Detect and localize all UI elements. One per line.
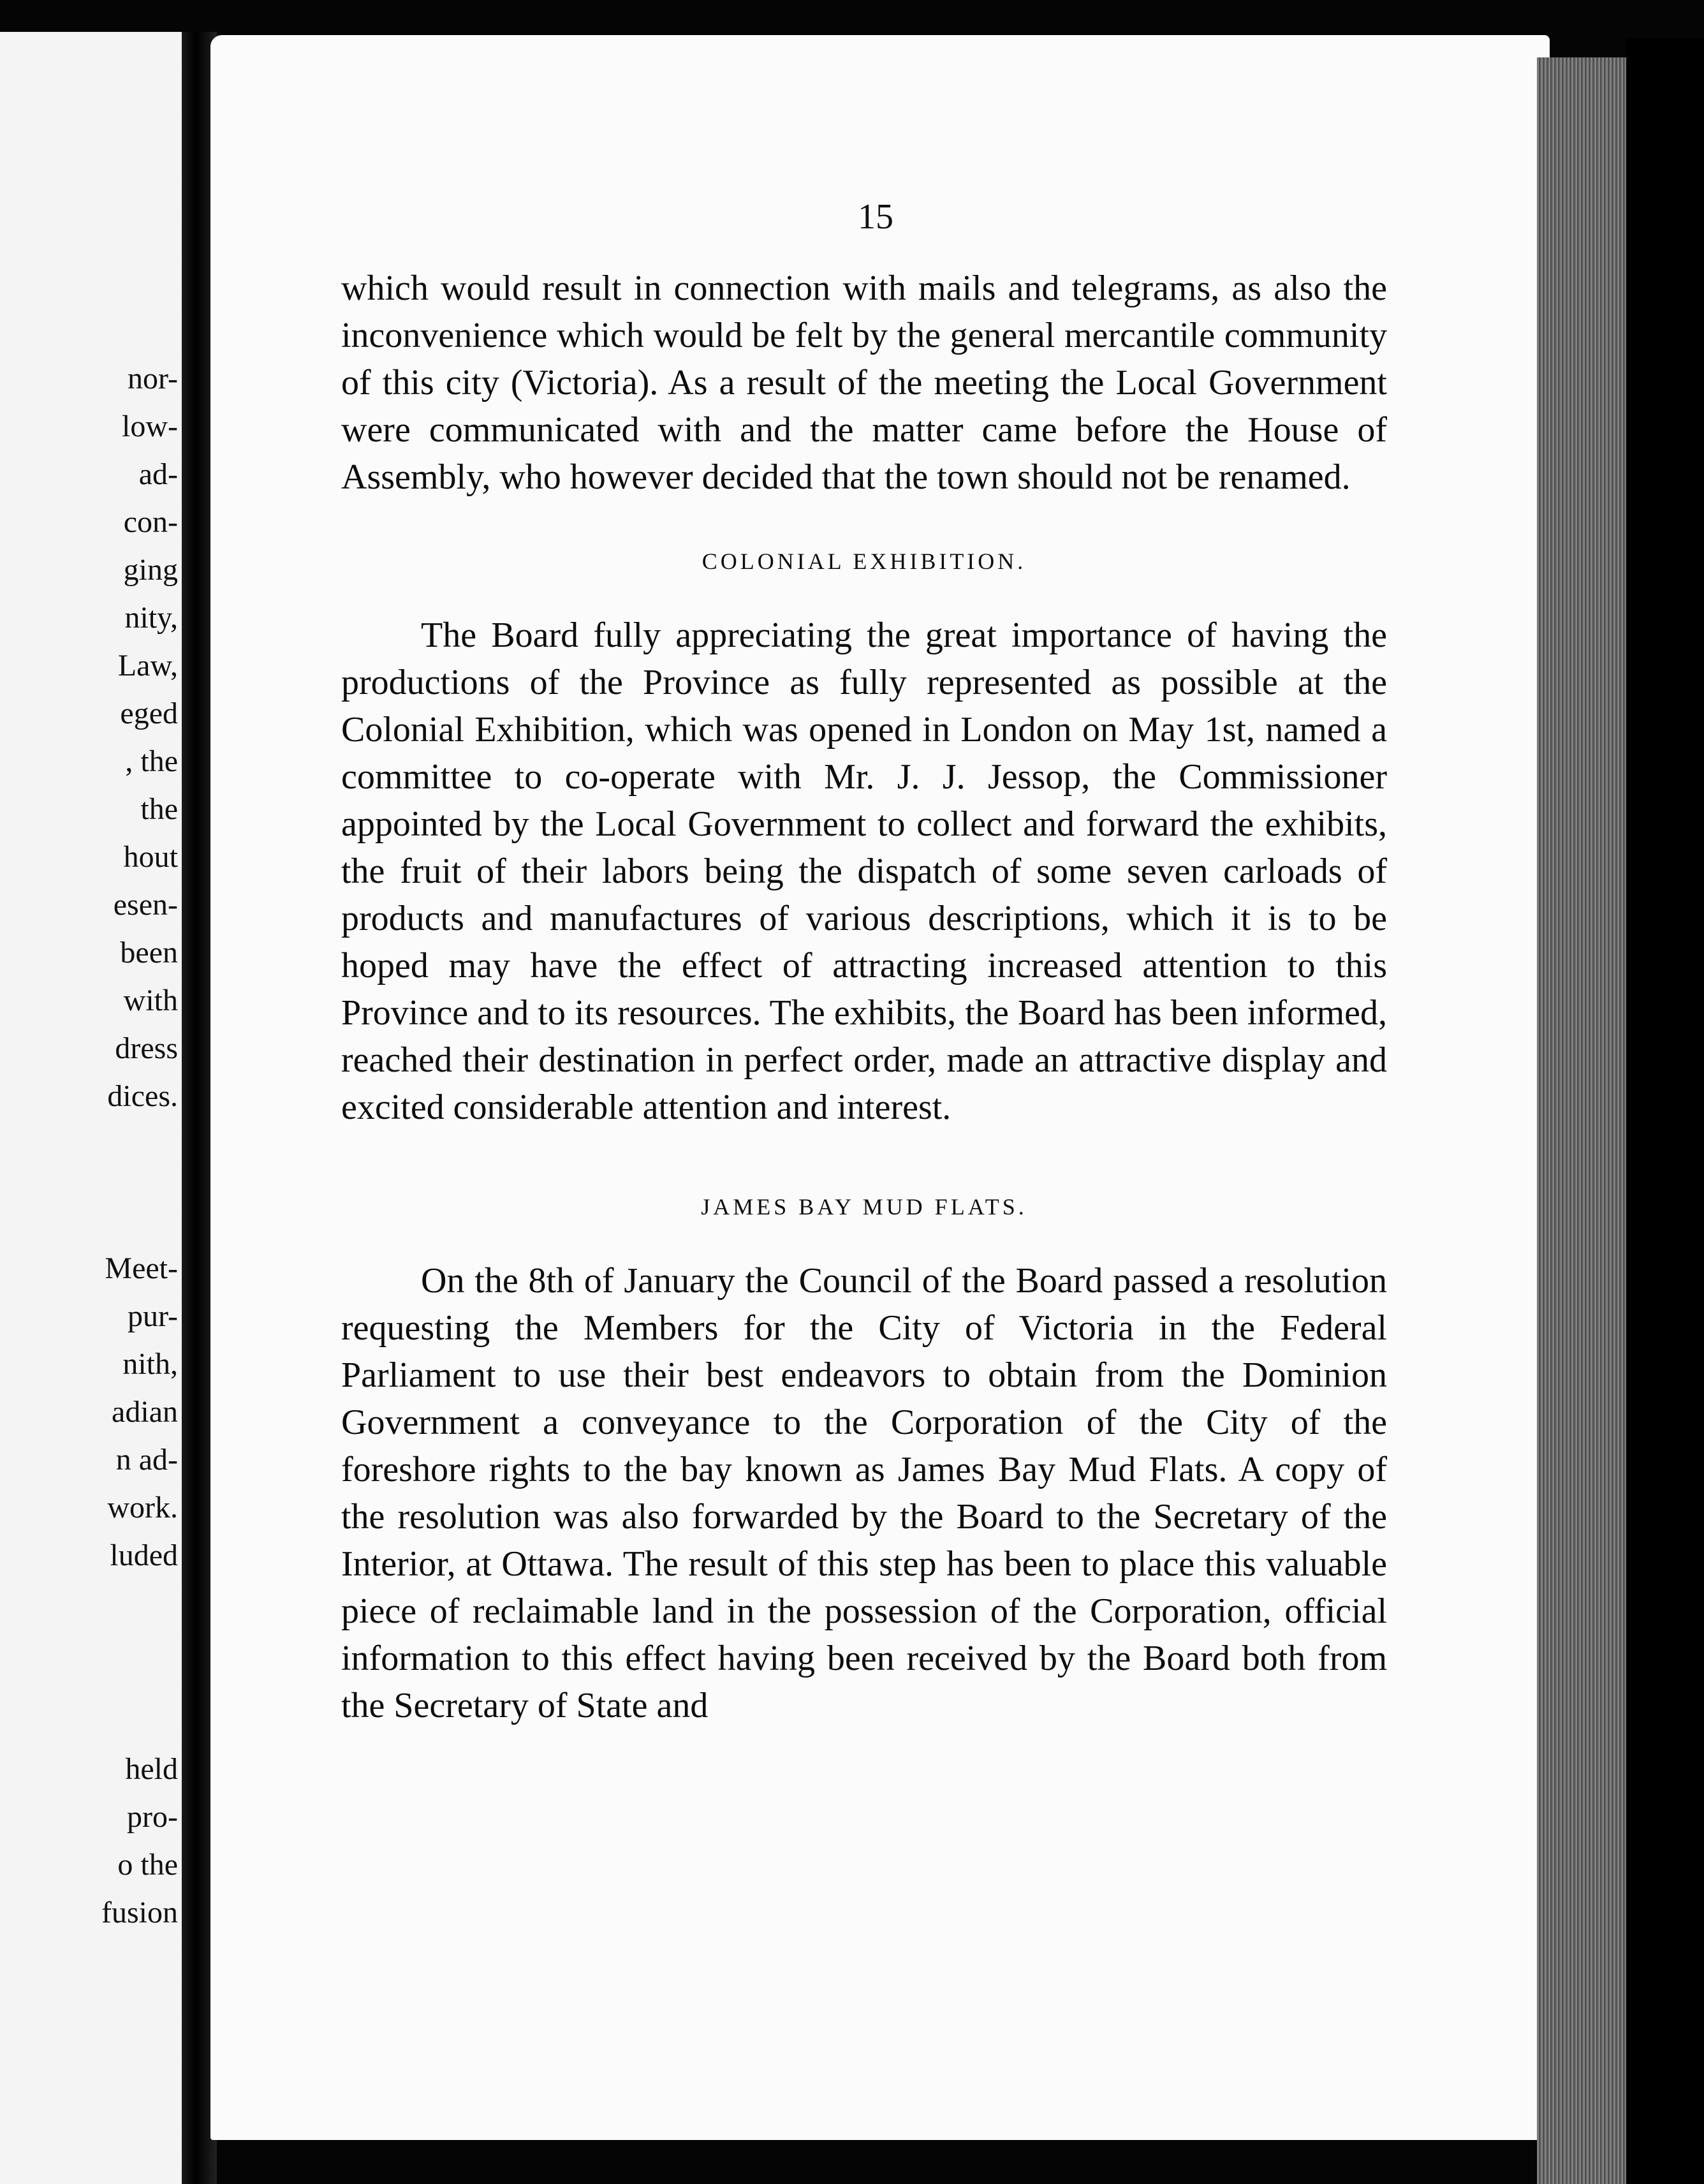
fragment-line: low- xyxy=(122,410,178,443)
fragment-line: held xyxy=(125,1752,178,1786)
fragment-line: dices. xyxy=(107,1079,178,1113)
facing-page-left xyxy=(0,32,182,2184)
fragment-line: Law, xyxy=(117,649,178,682)
fragment-line: nor- xyxy=(127,362,178,395)
fragment-line: Meet- xyxy=(105,1251,178,1285)
paragraph-colonial-exhibition: The Board fully appreciating the great importance of having the productions of the Province as fully represented as possible at the Colonial Exhibition, which was opened in London on May 1st, named a committee to co-operate with Mr. J. J. Jessop, the Commissioner appointed by the Local Government to collect and forward the exhibits, the fruit of their labors being the dispatch of some seven carloads of products and manufactures of various descriptions, which it is to be hoped may have the effect of attracting increased attention to this Province and to its resources. The exhibits, the Board has been informed, reached their destination in perfect order, made an attractive display and excited considerable attention and interest. xyxy=(341,616,1387,1127)
fragment-line: been xyxy=(120,936,178,970)
fragment-line: n ad- xyxy=(115,1443,178,1477)
fragment-line: luded xyxy=(110,1538,178,1572)
fragment-line: hout xyxy=(123,840,178,874)
paragraph-james-bay: On the 8th of January the Council of the Board passed a resolution requesting the Members for the City of Victoria in the Federal Parliament to use their best endeavors to obtain from the Dominion Government a conveyance to the Corporation of the City of the foreshore rights to the bay known as James Bay Mud Flats. A copy of the resolution was also forwarded by the Board to the Secretary of the Interior, at Ottawa. The result of this step has been to place this valuable piece of reclaimable land in the possession of the Corporation, official information to this effect having been received by the Board both from the Secretary of State and xyxy=(341,1261,1387,1725)
fragment-line: nith, xyxy=(122,1347,178,1381)
fragment-line: adian xyxy=(112,1395,178,1429)
fragment-line: o the xyxy=(117,1848,178,1882)
fragment-line: the xyxy=(140,792,178,826)
facing-page-text-fragments xyxy=(0,32,182,2184)
fragment-line: with xyxy=(123,984,178,1017)
page-edge-stack xyxy=(1537,57,1626,2184)
fragment-line: eged xyxy=(120,697,178,730)
fragment-line: nity, xyxy=(124,601,178,635)
section-heading-james-bay: JAMES BAY MUD FLATS. xyxy=(701,1194,1027,1220)
fragment-line: esen- xyxy=(113,888,178,922)
fragment-line: pro- xyxy=(127,1800,178,1834)
fragment-line: work. xyxy=(107,1491,178,1524)
fragment-line: fusion xyxy=(101,1896,178,1929)
page-number: 15 xyxy=(858,197,893,237)
fragment-line: ad- xyxy=(138,457,178,491)
scan-border-right xyxy=(1626,38,1704,2184)
fragment-line: con- xyxy=(123,505,178,539)
fragment-line: dress xyxy=(115,1031,178,1065)
fragment-line: pur- xyxy=(127,1299,178,1333)
fragment-line: ging xyxy=(123,553,178,587)
page-body xyxy=(341,191,1387,1729)
paragraph-renaming: which would result in connection with mails and telegrams, as also the inconvenience which would be felt by the general mercantile community of this city (Victoria). As a result of the meeting the Local Government were communicated with and the matter came before the House of Assembly, who however decided that the town should not be renamed. xyxy=(341,269,1387,497)
section-heading-colonial-exhibition: COLONIAL EXHIBITION. xyxy=(701,549,1027,574)
fragment-line: , the xyxy=(125,744,178,778)
